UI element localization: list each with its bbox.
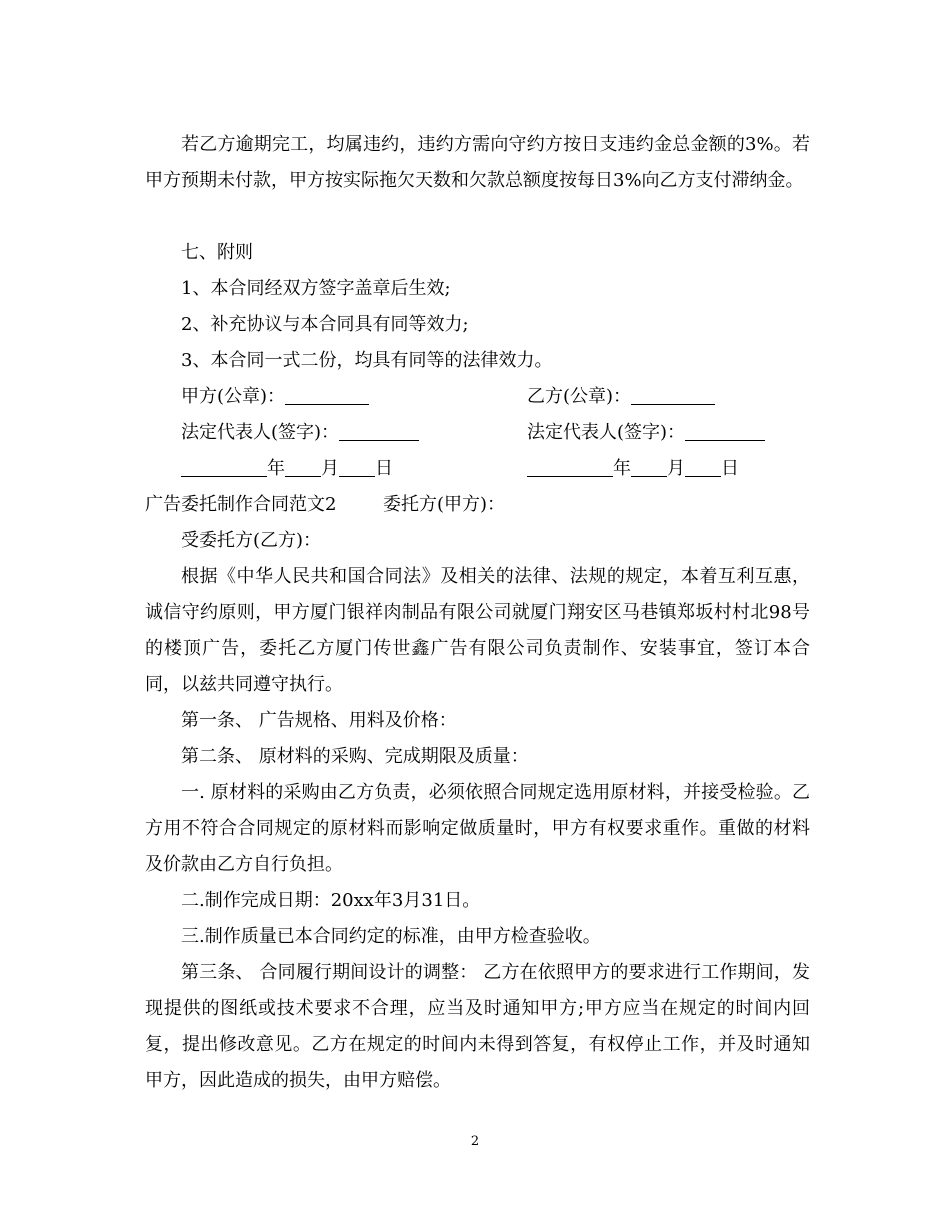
appendix-item-2: 2、补充协议与本合同具有同等效力;	[181, 314, 469, 335]
date-b-month-blank	[631, 456, 667, 477]
article-1: 第一条、 广告规格、用料及价格：	[181, 710, 457, 731]
client-label: 委托方(甲方)：	[383, 494, 506, 515]
party-b-seal-blank	[631, 384, 715, 405]
article-2: 第二条、 原材料的采购、完成期限及质量：	[181, 746, 529, 767]
date-a-year-label: 年	[267, 458, 285, 479]
article-3: 第三条、 合同履行期间设计的调整： 乙方在依照甲方的要求进行工作期间，发现提供的图纸或技术要求不合理，应当及时通知甲方;甲方应当在规定的时间内回复，提出修改意见。乙方在规定的时间内未得到答复，有权停止工作，并及时通知甲方，因此造成的损失，由甲方赔偿。	[145, 962, 810, 1091]
article-2-item-3: 三.制作质量已本合同约定的标准，由甲方检查验收。	[181, 926, 601, 947]
date-b-year-label: 年	[613, 458, 631, 479]
rep-b-label: 法定代表人(签字)：	[527, 422, 686, 443]
party-a-seal-blank	[285, 384, 369, 405]
party-a-seal-label: 甲方(公章)：	[181, 386, 286, 407]
page-number: 2	[470, 1134, 480, 1149]
contract2-title-line	[145, 487, 336, 523]
contractor-label: 受委托方(乙方)：	[181, 530, 322, 551]
date-b-day-label: 日	[721, 458, 739, 479]
appendix-item-1: 1、本合同经双方签字盖章后生效;	[181, 278, 451, 299]
article-2-item-1: 一. 原材料的采购由乙方负责，必须依照合同规定选用原材料，并接受检验。乙方用不符合合同规定的原材料而影响定做质量时，甲方有权要求重作。重做的材料及价款由乙方自行负担。	[145, 782, 810, 875]
date-b-day-blank	[685, 456, 721, 477]
date-a-day-blank	[339, 456, 375, 477]
rep-a-label: 法定代表人(签字)：	[181, 422, 340, 443]
party-b-seal-label: 乙方(公章)：	[527, 386, 632, 407]
date-b-year-blank	[527, 456, 613, 477]
contract2-intro: 根据《中华人民共和国合同法》及相关的法律、法规的规定，本着互利互惠，诚信守约原则，甲方厦门银祥肉制品有限公司就厦门翔安区马巷镇郑坂村村北98号的楼顶广告，委托乙方厦门传世鑫广告有限公司负责制作、安装事宜，签订本合同，以兹共同遵守执行。	[145, 566, 810, 695]
date-a-year-blank	[181, 456, 267, 477]
date-b-month-label: 月	[667, 458, 685, 479]
date-line-b	[527, 451, 739, 487]
date-a-month-label: 月	[321, 458, 339, 479]
client-line	[383, 487, 505, 523]
appendix-item-3: 3、本合同一式二份，均具有同等的法律效力。	[181, 350, 553, 371]
rep-a-blank	[339, 420, 419, 441]
date-a-day-label: 日	[375, 458, 393, 479]
party-b-seal-line	[527, 379, 715, 415]
rep-a-line	[181, 415, 419, 451]
penalty-paragraph: 若乙方逾期完工，均属违约，违约方需向守约方按日支违约金总金额的3%。若甲方预期未付款，甲方按实际拖欠天数和欠款总额度按每日3%向乙方支付滞纳金。	[145, 134, 810, 191]
rep-b-line	[527, 415, 765, 451]
article-2-item-2: 二.制作完成日期：20xx年3月31日。	[181, 890, 481, 911]
section-heading-appendix: 七、附则	[181, 242, 253, 263]
date-a-month-blank	[285, 456, 321, 477]
rep-b-blank	[685, 420, 765, 441]
party-a-seal-line	[181, 379, 369, 415]
contract2-title: 广告委托制作合同范文2	[145, 494, 337, 515]
date-line-a	[181, 451, 393, 487]
